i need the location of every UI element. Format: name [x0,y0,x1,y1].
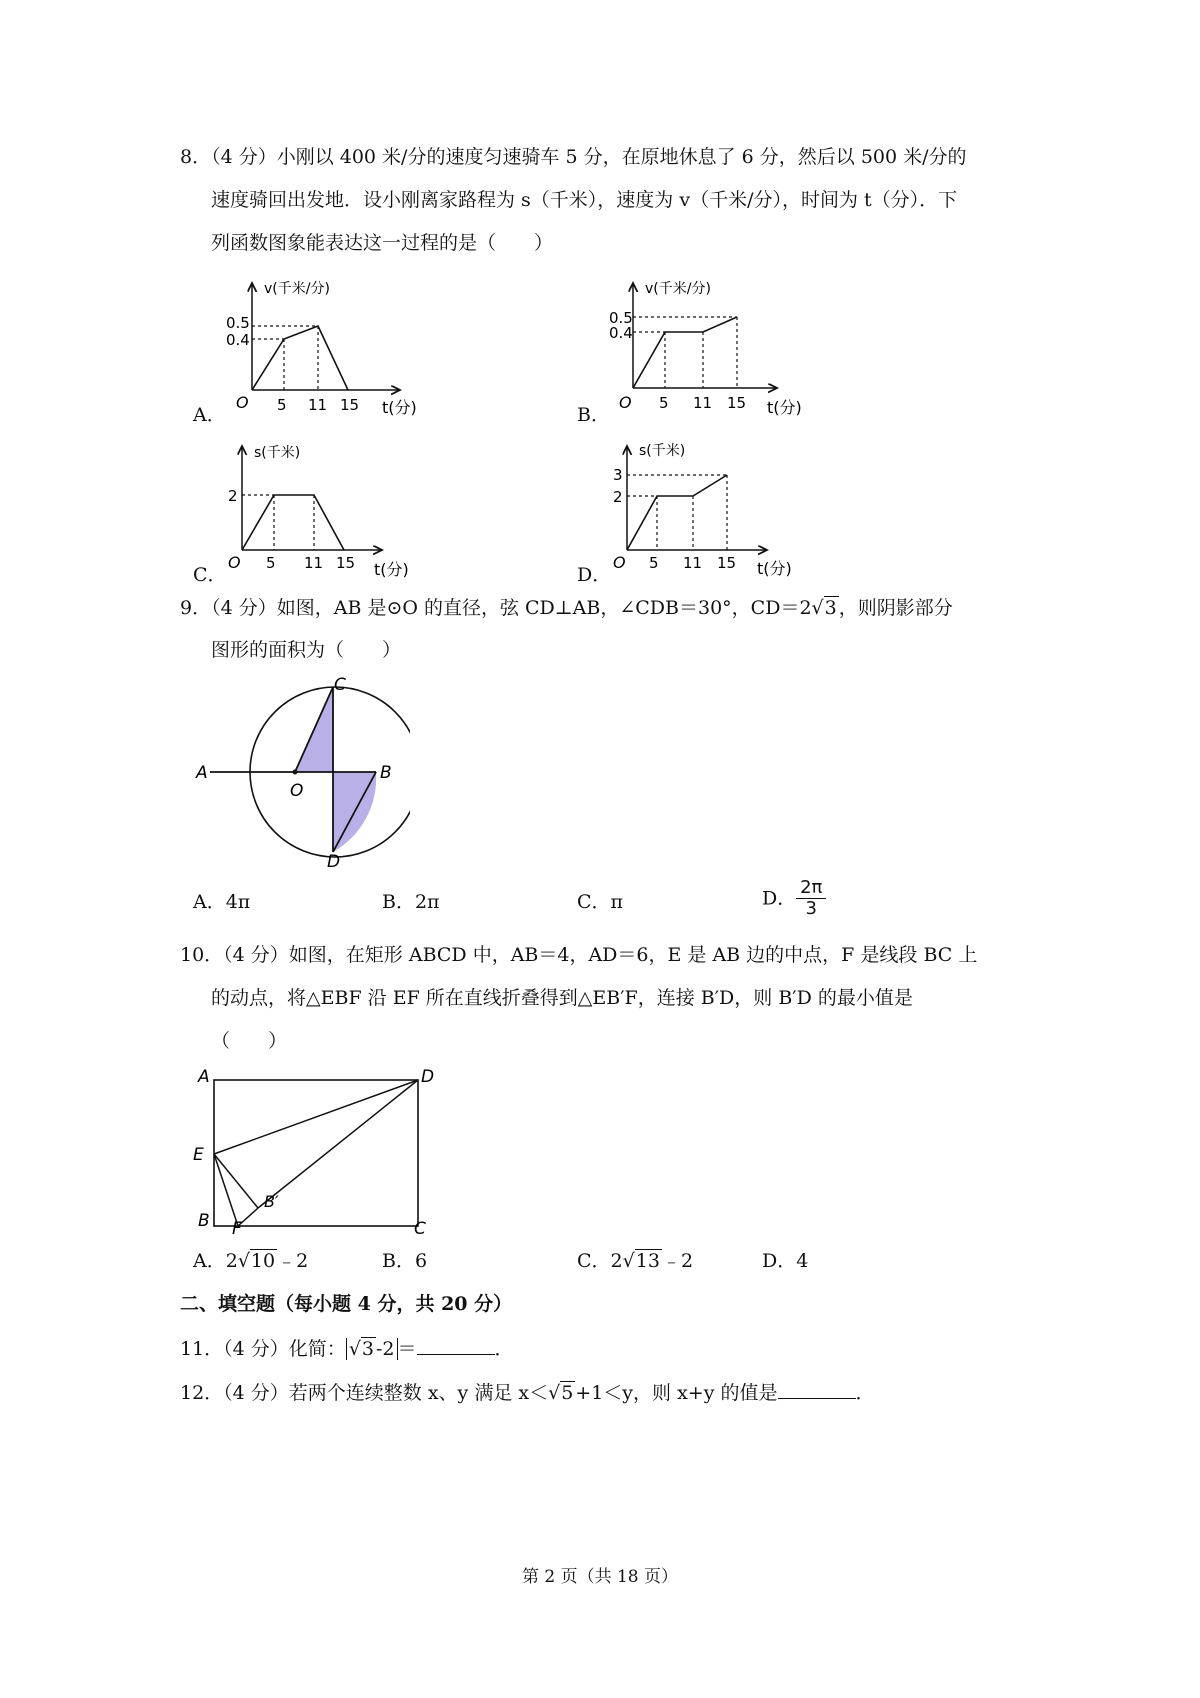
q9-point-b: B [380,763,392,783]
q11-sqrt: √3 [348,1338,375,1360]
q8-a-xtick-11: 11 [308,396,328,414]
q10-option-a-sqrt: √10 [237,1250,276,1272]
q10-option-d: D．4 [762,1250,809,1272]
q11-line: 11．（4 分）化简： √3 -2 ＝ ． [180,1334,514,1363]
q9-option-b: B．2π [382,891,440,913]
q8-option-d-label: D． [577,564,612,586]
q9-point-o: O [290,781,304,801]
q8-b-xlabel: t(分) [767,398,802,417]
q10-point-b-prime: B′ [264,1192,279,1211]
q8-d-origin: O [613,553,626,572]
q8-d-ytick-3: 3 [613,466,623,484]
q8-b-xtick-5: 5 [659,394,669,412]
q8-option-a-graph [222,275,442,425]
q10-line-3: （ ） [211,1030,288,1052]
q10-option-c-tail: ﹣2 [661,1250,694,1272]
q8-d-xlabel: t(分) [757,559,792,578]
q10-option-a-tail: ﹣2 [277,1250,309,1272]
q8-c-origin: O [228,553,241,572]
q11-prefix: 11．（4 分）化简： [180,1338,346,1360]
q12-middle: +1＜y，则 x+y 的值是 [575,1382,778,1404]
q8-option-d-graph [605,440,845,585]
q10-point-f: F [232,1219,242,1239]
q8-a-ytick-04: 0.4 [226,331,250,349]
q9-option-d-numerator: 2π [800,877,823,898]
q8-d-xtick-5: 5 [649,554,659,572]
q10-point-a: A [198,1067,210,1087]
q9-line-1-text-a: 9．（4 分）如图，AB 是⊙O 的直径，弦 CD⊥AB，∠CDB＝30°，CD＝ [180,597,800,619]
q9-line-1-text-b: ，则阴影部分 [838,597,953,619]
q8-d-xtick-15: 15 [717,554,737,572]
q10-option-c-radicand: 13 [635,1250,660,1272]
q8-a-ytick-05: 0.5 [226,314,250,332]
q10-line-1: 10．（4 分）如图，在矩形 ABCD 中，AB＝4，AD＝6，E 是 AB 边的中点，F 是线段 BC 上 [180,944,978,966]
q8-c-ylabel: s(千米) [254,445,301,461]
q8-b-ytick-04: 0.4 [609,324,633,342]
q8-b-xtick-11: 11 [693,394,713,412]
q9-sqrt-radicand: 3 [824,597,837,619]
q8-line-3: 列函数图象能表达这一过程的是（ ） [211,232,554,254]
q11-suffix: ． [494,1338,514,1360]
q8-c-xtick-15: 15 [336,554,356,572]
q10-option-c-sqrt: √13 [622,1250,660,1272]
q10-line-2: 的动点，将△EBF 沿 EF 所在直线折叠得到△EB′F，连接 B′D，则 B′D 的最小值是 [211,987,913,1009]
section-2-heading: 二、填空题（每小题 4 分，共 20 分） [180,1293,513,1315]
q9-option-d [762,878,826,919]
q9-line-2: 图形的面积为（ ） [211,639,402,661]
q10-option-c-label: C．2 [577,1250,623,1272]
q8-c-xtick-5: 5 [266,554,276,572]
q12-radicand: 5 [561,1382,574,1404]
q10-rectangle-figure [190,1062,450,1242]
q12-line [180,1378,875,1407]
q8-option-a-label: A． [193,404,226,426]
q8-option-b-graph [605,275,845,425]
q9-sqrt-symbol: √3 [811,597,837,619]
q10-option-a-label: A．2 [193,1250,238,1272]
q10-option-a-radicand: 10 [250,1250,276,1272]
q8-a-origin: O [236,393,249,412]
q9-option-d-label: D． [762,887,797,910]
q10-point-e: E [193,1145,204,1165]
q8-b-xtick-15: 15 [727,394,747,412]
q9-option-a: A．4π [193,891,251,913]
q8-option-b-label: B． [577,404,610,426]
page-footer: 第 2 页（共 18 页） [521,1567,679,1587]
q10-point-b: B [198,1211,210,1231]
q10-option-c [577,1247,693,1275]
q8-a-xtick-5: 5 [277,396,287,414]
q8-b-ytick-05: 0.5 [609,309,633,327]
q8-line-1: 8．（4 分）小刚以 400 米/分的速度匀速骑车 5 分，在原地休息了 6 分，然后以 500 米/分的 [180,146,967,168]
q12-suffix: ． [855,1382,875,1404]
q8-d-ylabel: s(千米) [639,443,686,459]
q9-point-c: C [334,675,346,695]
q8-a-xtick-15: 15 [340,396,360,414]
q10-option-b: B．6 [382,1250,428,1272]
q8-d-ytick-2: 2 [613,488,623,506]
q8-c-ytick-2: 2 [228,487,238,505]
q8-b-ylabel: v(千米/分) [645,281,711,297]
q10-option-a [193,1247,308,1275]
q9-option-c: C．π [577,891,624,913]
q8-option-c-label: C． [193,564,227,586]
q12-prefix: 12．（4 分）若两个连续整数 x、y 满足 x＜ [180,1382,549,1404]
q11-radicand: 3 [361,1338,375,1360]
q9-line-1 [180,594,953,622]
q10-point-d: D [421,1067,435,1087]
q8-a-xlabel: t(分) [382,398,417,417]
q8-d-xtick-11: 11 [683,554,703,572]
q9-option-d-denominator: 3 [805,898,817,919]
q9-cd-coefficient: 2 [799,597,812,619]
q8-option-c-graph [222,440,442,585]
q8-b-origin: O [619,393,632,412]
q9-circle-figure [190,672,410,872]
q11-answer-blank[interactable] [417,1334,495,1355]
q9-point-d: D [327,852,341,872]
q9-option-d-fraction [796,878,826,919]
q12-answer-blank[interactable] [778,1378,856,1399]
q8-line-2: 速度骑回出发地．设小刚离家路程为 s（千米），速度为 v（千米/分），时间为 t（分）．下 [211,189,958,211]
q11-absolute-value [346,1338,398,1360]
q8-c-xlabel: t(分) [374,560,409,579]
q8-c-xtick-11: 11 [304,554,324,572]
q9-point-a: A [196,763,208,783]
q11-tail: -2 [376,1338,395,1360]
q8-a-ylabel: v(千米/分) [264,281,330,297]
q12-sqrt: √5 [548,1382,574,1404]
q10-point-c: C [414,1219,426,1239]
